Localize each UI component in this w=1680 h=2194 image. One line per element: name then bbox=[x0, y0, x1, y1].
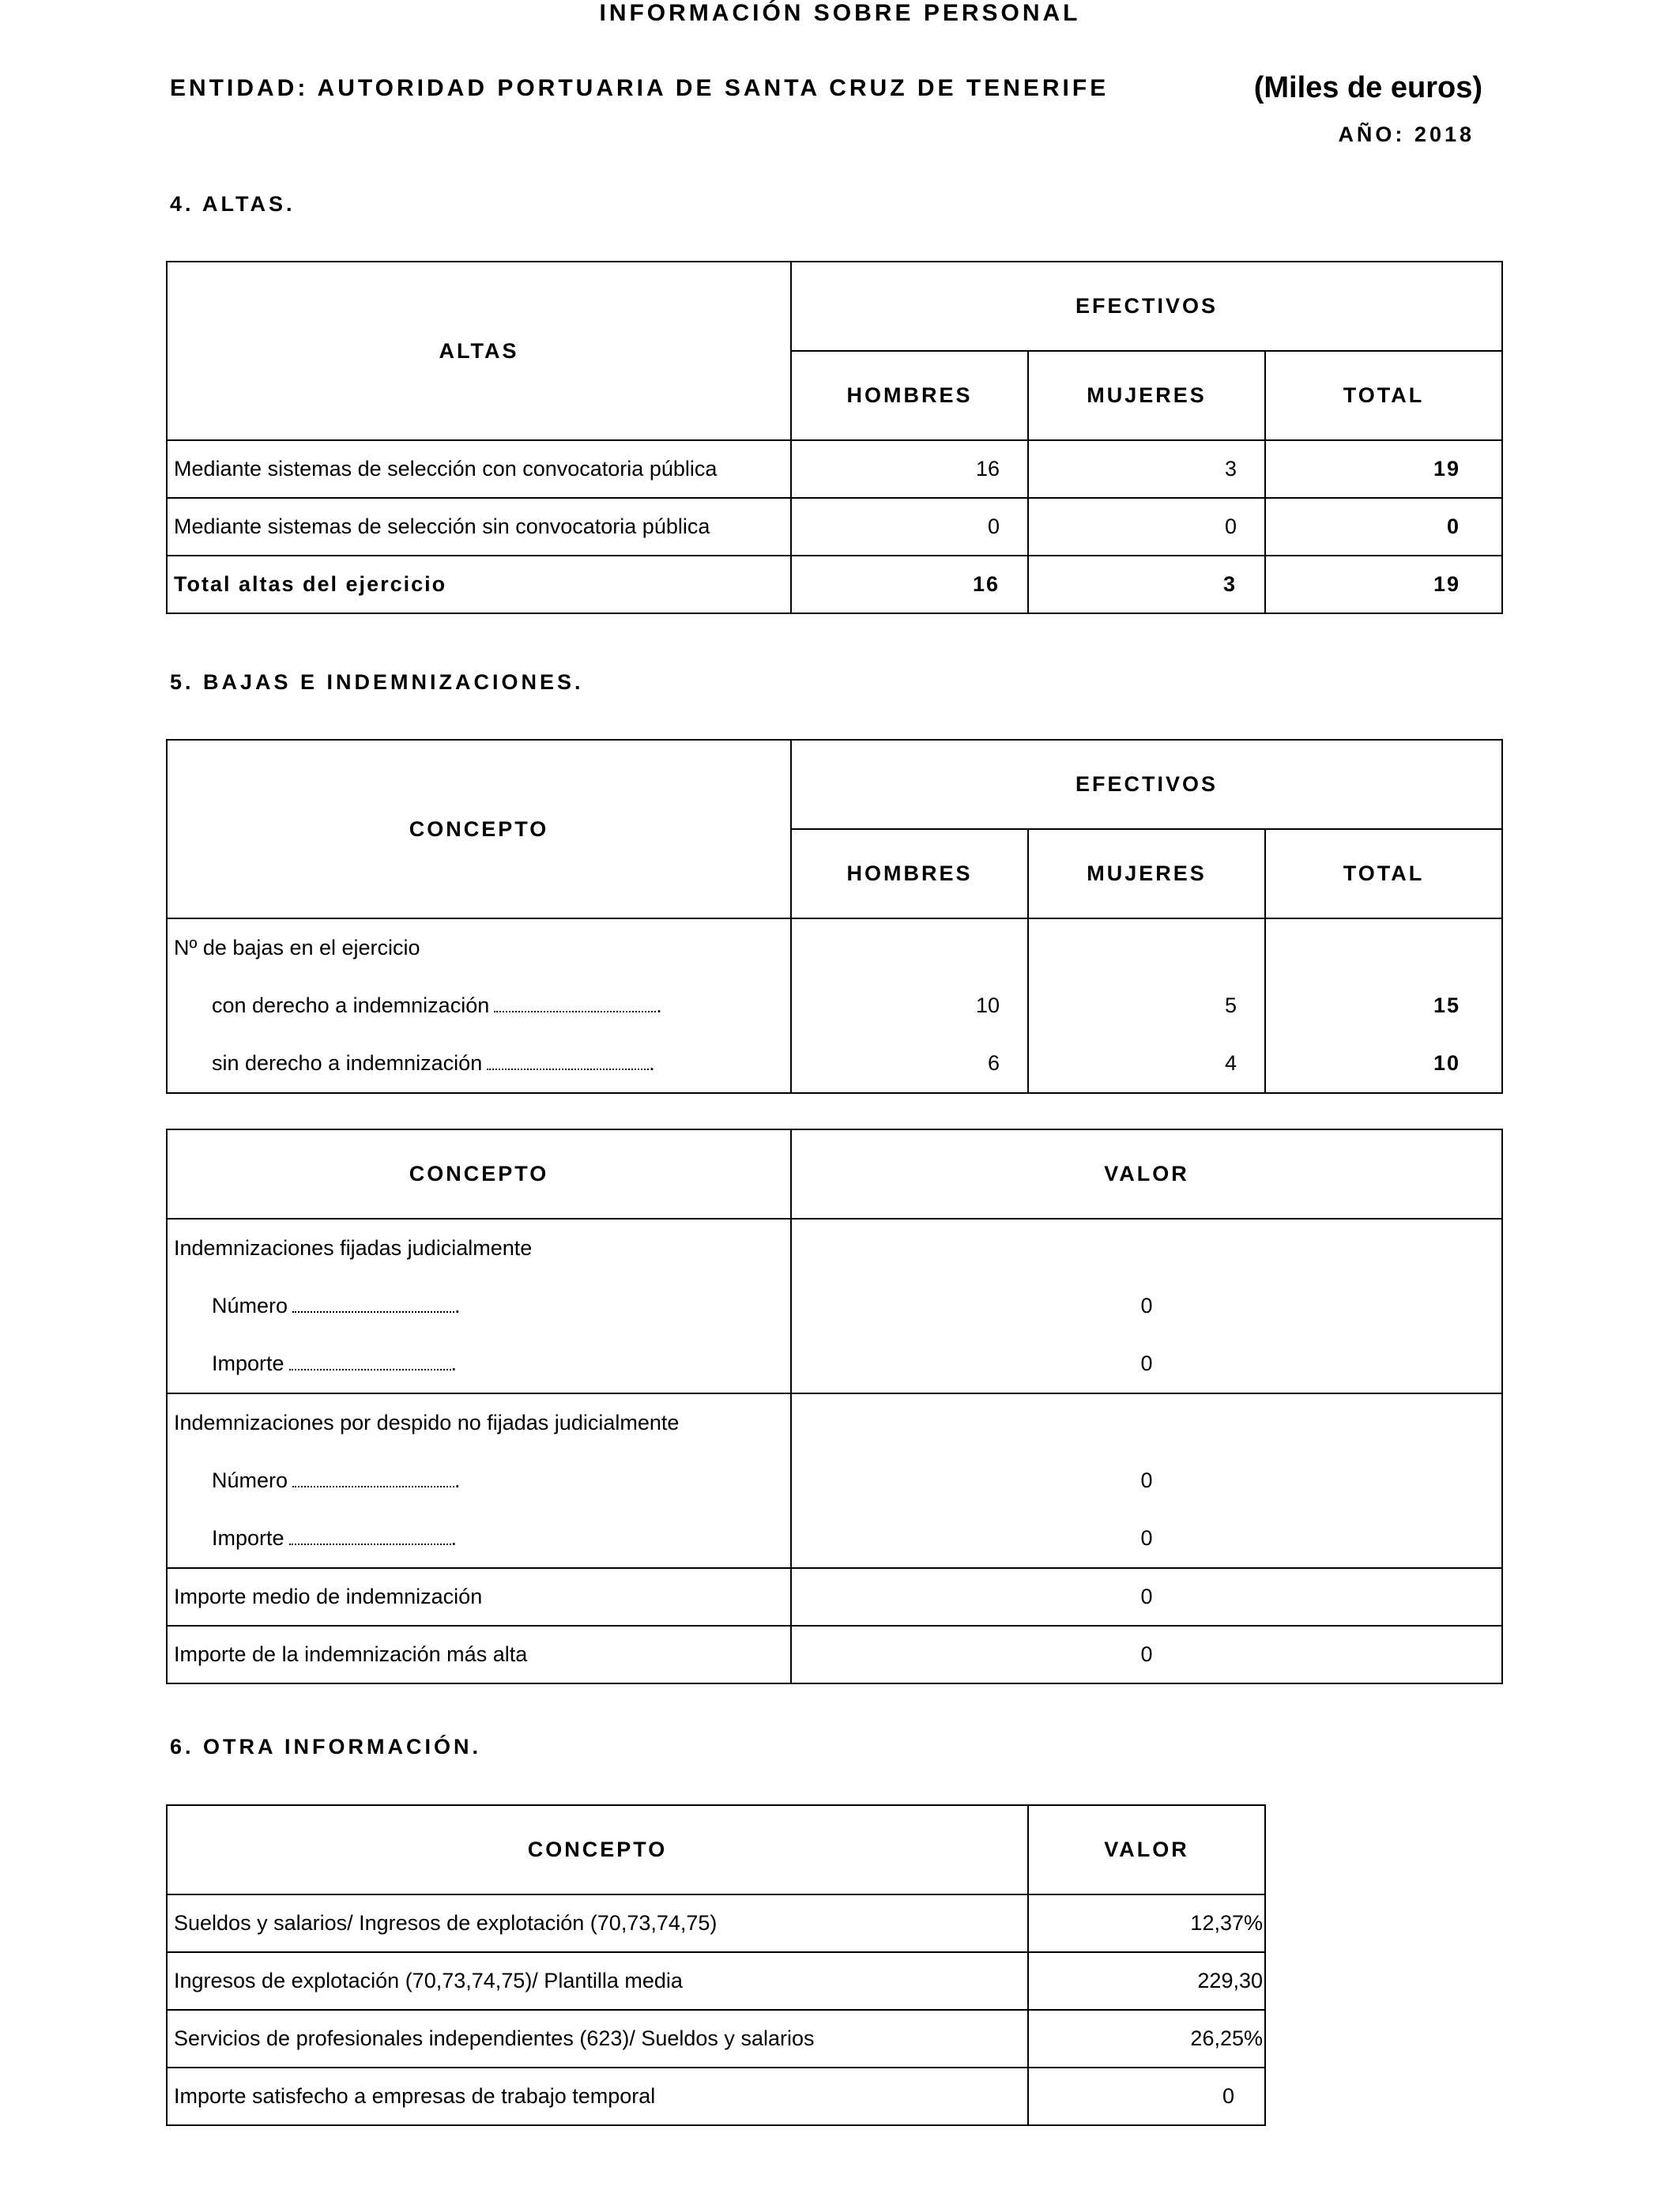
altas-table bbox=[166, 261, 1503, 614]
concepto-header: CONCEPTO bbox=[167, 1805, 1028, 1894]
indemnizaciones-table bbox=[166, 1129, 1503, 1684]
mujeres-value: 4 bbox=[1224, 1051, 1237, 1075]
row-label: sin derecho a indemnización bbox=[212, 1051, 483, 1075]
total-value: 15 bbox=[1433, 993, 1461, 1017]
hombres-header: HOMBRES bbox=[791, 829, 1028, 918]
mujeres-header: MUJERES bbox=[1028, 829, 1265, 918]
total-value: 0 bbox=[1265, 498, 1502, 556]
numero-value: 0 bbox=[1140, 1468, 1153, 1492]
mujeres-value: 3 bbox=[1028, 556, 1265, 613]
importe-value: 0 bbox=[1140, 1351, 1153, 1375]
numero-value: 0 bbox=[1140, 1294, 1153, 1318]
no-fijadas-label: Indemnizaciones por despido no fijadas judicialmente bbox=[174, 1411, 680, 1434]
list-item: Número . bbox=[212, 1468, 461, 1492]
table-row bbox=[167, 1952, 1265, 2010]
concepto-header: CONCEPTO bbox=[167, 1129, 791, 1219]
row-label: Total altas del ejercicio bbox=[167, 556, 791, 613]
valor-header: VALOR bbox=[1028, 1805, 1265, 1894]
table-row bbox=[167, 440, 1502, 498]
hombres-header: HOMBRES bbox=[791, 351, 1028, 440]
total-value: 19 bbox=[1265, 556, 1502, 613]
hombres-value: 6 bbox=[987, 1051, 1000, 1075]
efectivos-header: EFECTIVOS bbox=[791, 262, 1502, 351]
table-row bbox=[167, 2068, 1265, 2125]
importe-medio-label: Importe medio de indemnización bbox=[167, 1568, 791, 1626]
list-item: con derecho a indemnización . bbox=[212, 993, 662, 1017]
total-header: TOTAL bbox=[1265, 829, 1502, 918]
list-item: Importe . bbox=[212, 1526, 458, 1550]
no-fijadas-row bbox=[167, 1393, 1502, 1568]
table-row bbox=[167, 2010, 1265, 2068]
row-label: Importe satisfecho a empresas de trabajo temporal bbox=[167, 2068, 1028, 2125]
dot-leader bbox=[494, 1000, 656, 1012]
dot-leader bbox=[292, 1300, 454, 1313]
entity-name: ENTIDAD: AUTORIDAD PORTUARIA DE SANTA CRUZ DE TENERIFE bbox=[170, 75, 1109, 101]
dot-leader bbox=[289, 1532, 451, 1545]
mujeres-value: 0 bbox=[1028, 498, 1265, 556]
mujeres-header: MUJERES bbox=[1028, 351, 1265, 440]
importe-value: 0 bbox=[1140, 1526, 1153, 1550]
section-otra-title: 6. OTRA INFORMACIÓN. bbox=[170, 1735, 481, 1759]
dot-leader bbox=[289, 1358, 451, 1370]
units-label: (Miles de euros) bbox=[1253, 71, 1482, 104]
efectivos-header: EFECTIVOS bbox=[791, 740, 1502, 829]
hombres-value: 16 bbox=[791, 556, 1028, 613]
fijadas-row bbox=[167, 1219, 1502, 1393]
dot-leader bbox=[487, 1057, 649, 1070]
valor-header: VALOR bbox=[791, 1129, 1502, 1219]
row-value: 26,25% bbox=[1028, 2010, 1265, 2068]
row-label: Ingresos de explotación (70,73,74,75)/ Plantilla media bbox=[167, 1952, 1028, 2010]
bajas-table bbox=[166, 739, 1503, 1094]
bajas-detail-row bbox=[167, 918, 1502, 1093]
row-value: 229,30 bbox=[1028, 1952, 1265, 2010]
total-header: TOTAL bbox=[1265, 351, 1502, 440]
table-row bbox=[167, 1894, 1265, 1952]
list-item: sin derecho a indemnización . bbox=[212, 1051, 655, 1075]
mujeres-value: 3 bbox=[1028, 440, 1265, 498]
importe-alta-label: Importe de la indemnización más alta bbox=[167, 1626, 791, 1683]
year-label: AÑO: 2018 bbox=[1338, 123, 1475, 146]
row-value: 0 bbox=[1028, 2068, 1265, 2125]
section-bajas-title: 5. BAJAS E INDEMNIZACIONES. bbox=[170, 670, 584, 694]
hombres-value: 10 bbox=[975, 993, 1000, 1017]
bajas-group-label: Nº de bajas en el ejercicio bbox=[174, 936, 420, 959]
row-label: Mediante sistemas de selección con convocatoria pública bbox=[167, 440, 791, 498]
importe-alta-value: 0 bbox=[791, 1626, 1502, 1683]
document-title: INFORMACIÓN SOBRE PERSONAL bbox=[599, 0, 1081, 26]
importe-medio-value: 0 bbox=[791, 1568, 1502, 1626]
numero-label: Número bbox=[212, 1468, 288, 1492]
table-row bbox=[167, 498, 1502, 556]
importe-label: Importe bbox=[212, 1526, 284, 1550]
section-altas-title: 4. ALTAS. bbox=[170, 192, 296, 216]
row-value: 12,37% bbox=[1028, 1894, 1265, 1952]
concepto-header: CONCEPTO bbox=[167, 740, 791, 918]
dot-leader bbox=[292, 1475, 454, 1487]
list-item: Número . bbox=[212, 1294, 461, 1318]
importe-label: Importe bbox=[212, 1351, 284, 1375]
table-row-total bbox=[167, 556, 1502, 613]
total-value: 10 bbox=[1433, 1051, 1461, 1075]
row-label: Servicios de profesionales independientes (623)/ Sueldos y salarios bbox=[167, 2010, 1028, 2068]
row-label: Sueldos y salarios/ Ingresos de explotación (70,73,74,75) bbox=[167, 1894, 1028, 1952]
fijadas-label: Indemnizaciones fijadas judicialmente bbox=[174, 1236, 533, 1260]
row-label: Mediante sistemas de selección sin convocatoria pública bbox=[167, 498, 791, 556]
altas-header: ALTAS bbox=[167, 262, 791, 440]
table-row bbox=[167, 1626, 1502, 1683]
otra-table bbox=[166, 1804, 1266, 2126]
mujeres-value: 5 bbox=[1224, 993, 1237, 1017]
table-row bbox=[167, 1568, 1502, 1626]
list-item: Importe . bbox=[212, 1351, 458, 1375]
hombres-value: 0 bbox=[791, 498, 1028, 556]
row-label: con derecho a indemnización bbox=[212, 993, 490, 1017]
total-value: 19 bbox=[1265, 440, 1502, 498]
hombres-value: 16 bbox=[791, 440, 1028, 498]
numero-label: Número bbox=[212, 1294, 288, 1318]
